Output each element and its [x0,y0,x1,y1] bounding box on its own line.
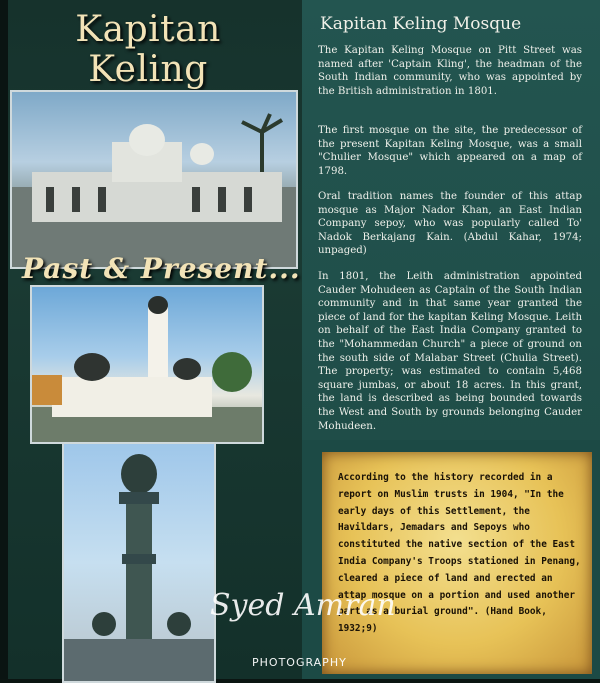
history-title: Kapitan Keling Mosque [320,14,522,34]
left-edge [0,0,8,679]
minaret-photo [62,442,216,683]
old-mosque-drawing [12,92,296,267]
mosque-color-drawing [32,287,262,442]
mosque-color-photo [30,285,264,444]
watermark-signature: Syed Amran [210,588,396,623]
parchment-quote: According to the history recorded in a report on Muslim trusts in 1904, "In the early days of this Settlement, the Havildars, Jemadars and Sepoys who constituted the native section of the East India Company's Troops stationed in Penang, cleared a piece of land and erected an attap mosque on a portion and used another part as a burial ground". (Hand Book, 1932;9) [338,472,581,635]
history-paragraph-2: The first mosque on the site, the predecessor of the present Kapitan Keling Mosque, was a small "Chulier Mosque" which appeared on a map of 1798. [318,125,582,177]
history-paragraph-1: The Kapitan Keling Mosque on Pitt Street was named after 'Captain Kling', the headman of the South Indian community, who was appointed by the British administration in 1801. [318,45,582,97]
minaret-drawing [64,444,214,681]
history-paragraph-4: In 1801, the Leith administration appointed Cauder Mohudeen as Captain of the South Indian community and in that same year granted the piece of land for the kapitan Keling Mosque. Leith on behalf of the East India Company granted to the "Mohammedan Church" a piece of ground on the south side of Malabar Street (Chulia Street). The property; was estimated to contain 5,468 square jumbas, or about 18 acres. In this grant, the land is described as being bounded towards the West and South by grounds belonging Cauder Mohudeen. [318,271,582,432]
title-line-1: Kapitan Keling [75,9,221,90]
history-paragraph-3: Oral tradition names the founder of this attap mosque as Major Nador Khan, an East Indian Company sepoy, who was popularly called To' Nadok Berkajang Kain. (Abdul Kahar, 1974; unpaged) [318,191,582,257]
old-mosque-photo [10,90,298,269]
watermark-label: PHOTOGRAPHY [252,656,347,669]
past-present-banner: Past & Present... [22,252,301,285]
